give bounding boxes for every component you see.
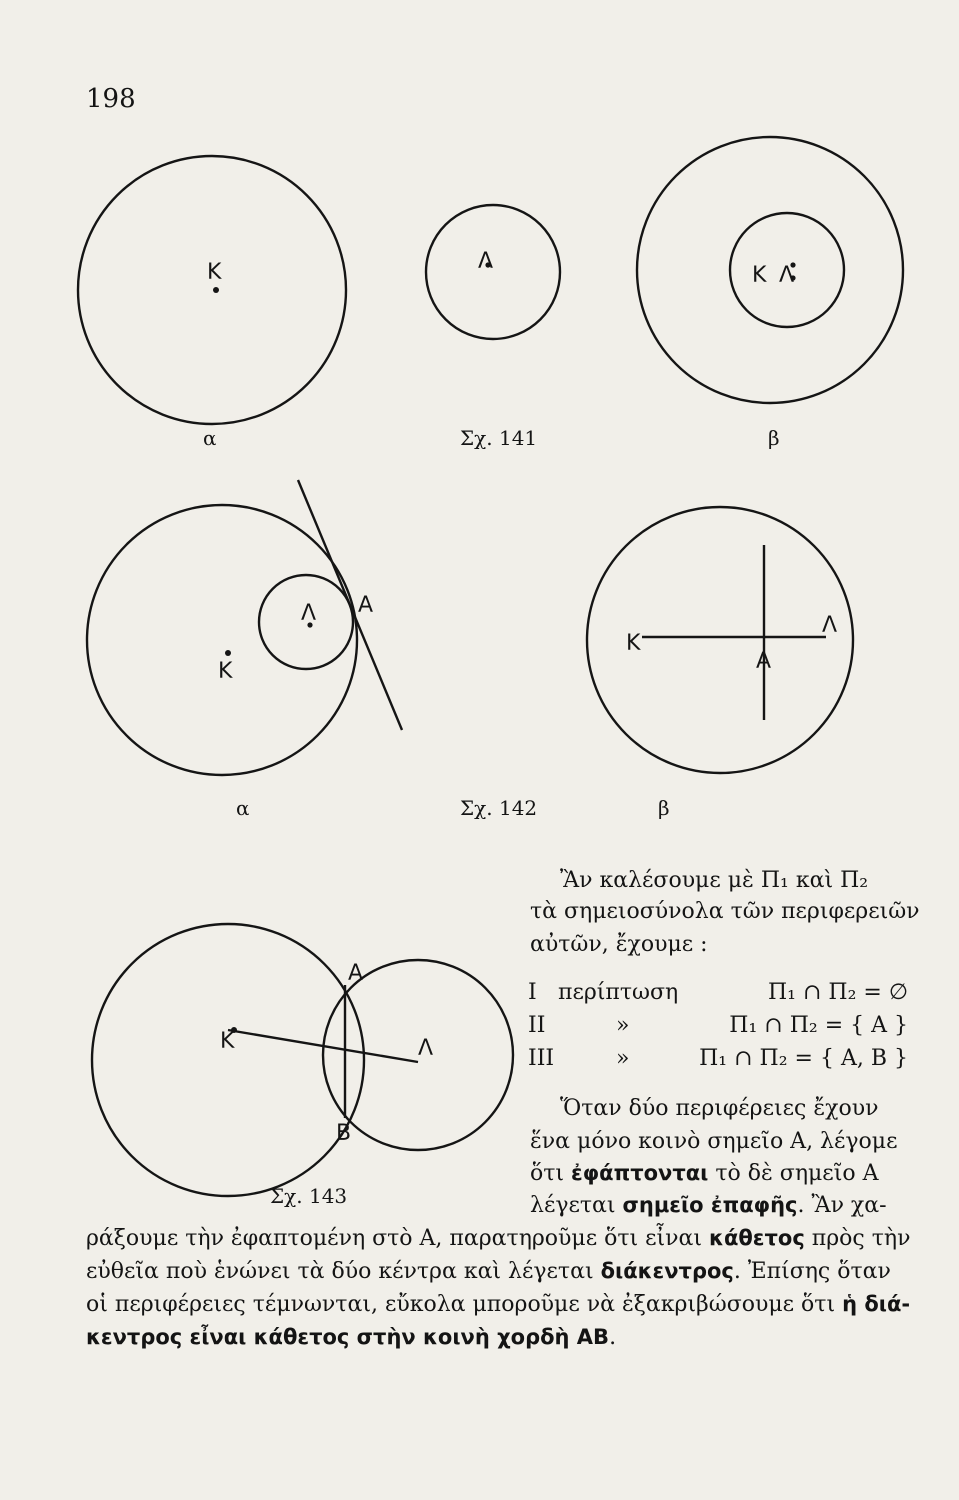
para-line-5 (86, 1223, 910, 1254)
fig142b-label-k: Κ (626, 631, 641, 656)
para-line-7 (86, 1289, 910, 1320)
para-line-1: Ὅταν δύο περιφέρειες ἔχουν (560, 1096, 879, 1121)
case-number: III (528, 1046, 555, 1071)
text-run: λέγεται (530, 1193, 623, 1218)
fig142a-label-k: Κ (218, 659, 233, 684)
fig142b-label-l: Λ (822, 613, 838, 638)
fig141a-label-k: Κ (207, 260, 222, 285)
term-efaptontai: ἐφάπτονται (571, 1161, 709, 1185)
term-kathetos: κάθετος (709, 1226, 805, 1250)
fig142a-center-dot (225, 650, 231, 656)
case-row (528, 1013, 908, 1046)
case-label: περίπτωση (558, 980, 679, 1005)
term-i-dia: ἡ διά- (842, 1292, 911, 1316)
para-line-4 (530, 1190, 887, 1221)
case-number: I (528, 980, 537, 1005)
para-line-8 (86, 1322, 616, 1353)
page-number: 198 (86, 84, 136, 114)
text-run: ὅτι (530, 1161, 572, 1186)
text-run: οἱ περιφέρειες τέμνωνται, εὔκολα μποροῦμε νὰ ἐξακριβώσουμε ὅτι (86, 1292, 843, 1317)
cases-list (528, 980, 908, 1079)
case-row (528, 980, 908, 1013)
text-run: πρὸς τὴν (804, 1226, 911, 1251)
fig142-sub-a: α (236, 796, 250, 820)
case-number: II (528, 1013, 546, 1038)
fig143-label-b: Β (336, 1121, 352, 1146)
para-line-3 (530, 1158, 878, 1189)
text-run: . (609, 1325, 617, 1350)
fig141-caption: Σχ. 141 (460, 426, 538, 450)
fig142a-label-a: Α (358, 593, 374, 618)
fig141b-circle-k (637, 137, 903, 403)
case-label: » (616, 1013, 630, 1038)
case-result: Π₁ ∩ Π₂ = ∅ (767, 980, 908, 1005)
case-row (528, 1046, 908, 1079)
term-diakentros: διάκεντρος (600, 1259, 734, 1283)
fig142-caption: Σχ. 142 (460, 796, 538, 820)
text-run: τὸ δὲ σημεῖο Α (708, 1161, 879, 1186)
fig141a-center-dot (213, 287, 219, 293)
fig142-sub-b: β (658, 796, 670, 820)
text-run: . Ἐπίσης ὅταν (733, 1259, 891, 1284)
fig143-caption: Σχ. 143 (270, 1184, 348, 1208)
intro-line-3: αὐτῶν, ἔχουμε : (530, 932, 708, 957)
fig143-label-a: Α (348, 961, 364, 986)
fig141b-label-l: Λ (779, 263, 795, 288)
term-simeio-epafis: σημεῖο ἐπαφῆς (622, 1193, 798, 1217)
text-run: εὐθεῖα ποὺ ἑνώνει τὰ δύο κέντρα καὶ λέγεται (86, 1259, 601, 1284)
case-result: Π₁ ∩ Π₂ = { Α, Β } (699, 1046, 908, 1071)
fig141-label-l: Λ (478, 249, 494, 274)
fig142a-label-l: Λ (301, 601, 317, 626)
para-line-2: ἕνα μόνο κοινὸ σημεῖο Α, λέγομε (530, 1129, 898, 1154)
case-result: Π₁ ∩ Π₂ = { Α } (729, 1013, 908, 1038)
fig143-label-k: Κ (220, 1029, 235, 1054)
intro-line-1: Ἂν καλέσουμε μὲ Π₁ καὶ Π₂ (560, 868, 869, 893)
fig142b-label-a: Α (756, 649, 772, 674)
fig141-sub-a: α (203, 426, 217, 450)
fig143-label-l: Λ (418, 1036, 434, 1061)
fig141a-circle-k (78, 156, 346, 424)
intro-line-2: τὰ σημειοσύνολα τῶν περιφερειῶν (530, 899, 920, 924)
case-label: » (616, 1046, 630, 1071)
statement-diakentros-kathetos: κεντρος εἶναι κάθετος στὴν κοινὴ χορδὴ ΑΒ (86, 1325, 610, 1349)
fig141b-label-k: Κ (752, 263, 767, 288)
text-run: ράξουμε τὴν ἐφαπτομένη στὸ Α, παρατηροῦμε ὅτι εἶναι (86, 1226, 710, 1251)
fig141-sub-b: β (768, 426, 780, 450)
fig142a-circle-k (87, 505, 357, 775)
para-line-6 (86, 1256, 891, 1287)
text-run: . Ἂν χα- (797, 1193, 887, 1218)
